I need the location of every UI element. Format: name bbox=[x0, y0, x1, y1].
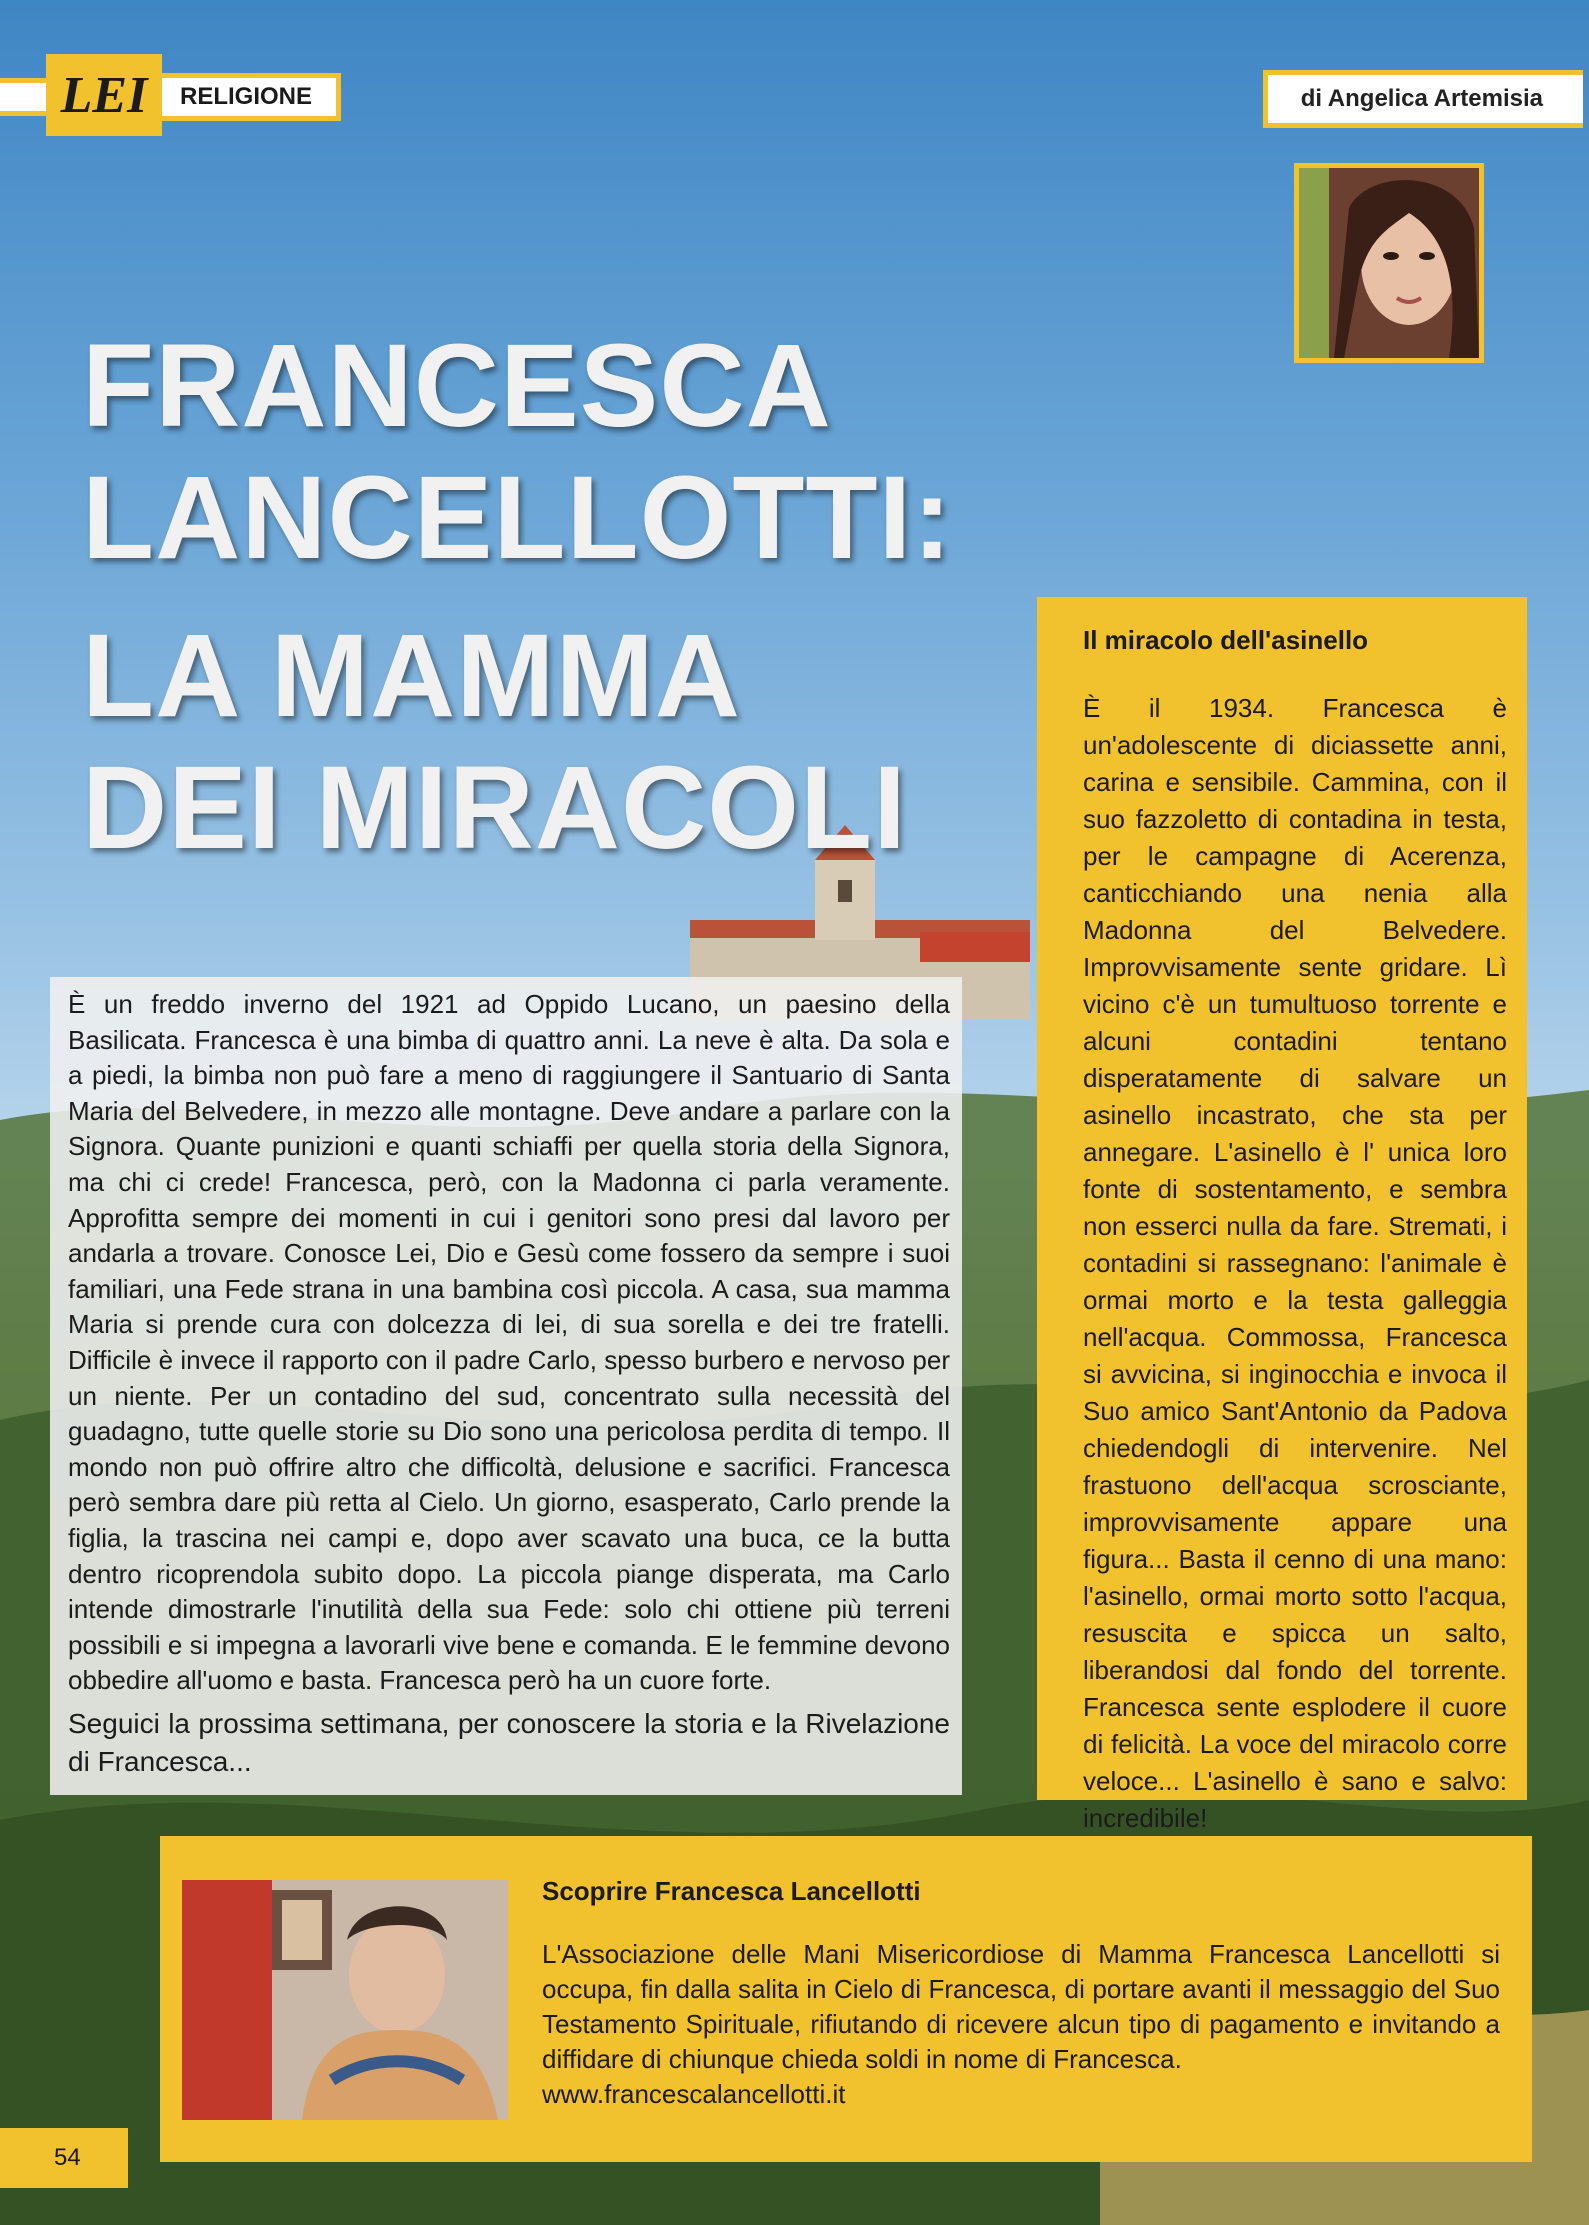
author-byline: di Angelica Artemisia bbox=[1263, 70, 1583, 128]
main-article-body: È un freddo inverno del 1921 ad Oppido Lucano, un paesino della Basilicata. Francesca è una bimba di quattro anni. La neve è alta. Da sola e a piedi, la bimba non può fare a meno di raggiungere il Santuario di Santa Maria del Belvedere, in mezzo alle montagne. Deve andare a parlare con la Signora. Quante punizioni e quanti schiaffi per quella storia della Signora, ma chi ci crede! Francesca, però, con la Madonna ci parla veramente. Approfitta sempre dei momenti in cui i genitori sono presi dal lavoro per andarla a trovare. Conosce Lei, Dio e Gesù come fossero da sempre i suoi familiari, una Fede strana in una bambina così piccola. A casa, sua mamma Maria si prende cura con dolcezza di lei, di sua sorella e dei tre fratelli. Difficile è invece il rapporto con il padre Carlo, spesso burbero e nervoso per un niente. Per un contadino del sud, concentrato sulla necessità del guadagno, tutte quelle storie su Dio sono una pericolosa perdita di tempo. Il mondo non può offrire altro che difficoltà, delusione e sacrifici. Francesca però sembra dare più retta al Cielo. Un giorno, esasperato, Carlo prende la figlia, la trascina nei campi e, dopo aver scavato una buca, ce la butta dentro ricoprendola subito dopo. La piccola piange disperata, ma Carlo intende dimostrarle l'inutilità della sua Fede: solo chi ottiene più terreni possibili e si impegna a lavorarli vive bene e comanda. E le femmine devono obbedire all'uomo e basta. Francesca però ha un cuore forte. bbox=[68, 989, 950, 1696]
title-line-3: LA MAMMA bbox=[82, 610, 742, 742]
header-stripe bbox=[0, 78, 46, 116]
francesca-photo bbox=[182, 1880, 508, 2120]
bottom-text bbox=[542, 1876, 1500, 2112]
section-label: RELIGIONE bbox=[162, 73, 341, 121]
francesca-photo-image bbox=[182, 1880, 508, 2120]
title-line-4: DEI MIRACOLI bbox=[82, 742, 907, 874]
sidebar-body: È il 1934. Francesca è un'adolescente di diciassette anni, carina e sensibile. Cammina, con il suo fazzoletto di contadina in testa, per le campagne di Acerenza, canticchiando una nenia alla Madonna del Belvedere. Improvvisamente sente gridare. Lì vicino c'è un tumultuoso torrente e alcuni contadini tentano disperatamente di salvare un asinello incastrato, che sta per annegare. L'asinello è l' unica loro fonte di sostentamento, e sembra non esserci nulla da fare. Stremati, i contadini si rassegnano: l'animale è ormai morto e la testa galleggia nell'acqua. Commossa, Francesca si avvicina, si inginocchia e invoca il Suo amico Sant'Antonio da Padova chiedendogli di intervenire. Nel frastuono dell'acqua scrosciante, improvvisamente appare una figura... Basta il cenno di una mano: l'asinello, ormai morto sotto l'acqua, resuscita e spicca un salto, liberandosi dal fondo del torrente. Francesca sente esplodere il cuore di felicità. La voce del miracolo corre veloce... L'asinello è sano e salvo: incredibile! bbox=[1083, 693, 1507, 1833]
bottom-info-box bbox=[160, 1836, 1532, 2162]
article-title bbox=[82, 320, 953, 874]
page-number: 54 bbox=[0, 2128, 128, 2188]
follow-next-week: Seguici la prossima settimana, per conoscere la storia e la Rivelazione di Francesca... bbox=[68, 1707, 950, 1777]
title-line-2: LANCELLOTTI: bbox=[82, 452, 953, 584]
sidebar-heading: Il miracolo dell'asinello bbox=[1083, 625, 1369, 655]
author-portrait-image bbox=[1299, 168, 1479, 358]
brand-logo: LEI bbox=[46, 54, 162, 136]
author-portrait bbox=[1294, 163, 1484, 363]
section-header bbox=[0, 66, 341, 128]
sidebar-box bbox=[1037, 597, 1527, 1833]
website-link[interactable]: www.francescalancellotti.it bbox=[542, 2079, 846, 2109]
bottom-heading: Scoprire Francesca Lancellotti bbox=[542, 1876, 921, 1906]
bottom-body: L'Associazione delle Mani Misericordiose di Mamma Francesca Lancellotti si occupa, fin dalla salita in Cielo di Francesca, di portare avanti il messaggio del Suo Testamento Spirituale, rifiutando di ricevere alcun tipo di pagamento e invitando a diffidare di chiunque chieda soldi in nome di Francesca. bbox=[542, 1939, 1500, 2074]
main-article-box bbox=[50, 977, 962, 1795]
title-line-1: FRANCESCA bbox=[82, 320, 832, 452]
